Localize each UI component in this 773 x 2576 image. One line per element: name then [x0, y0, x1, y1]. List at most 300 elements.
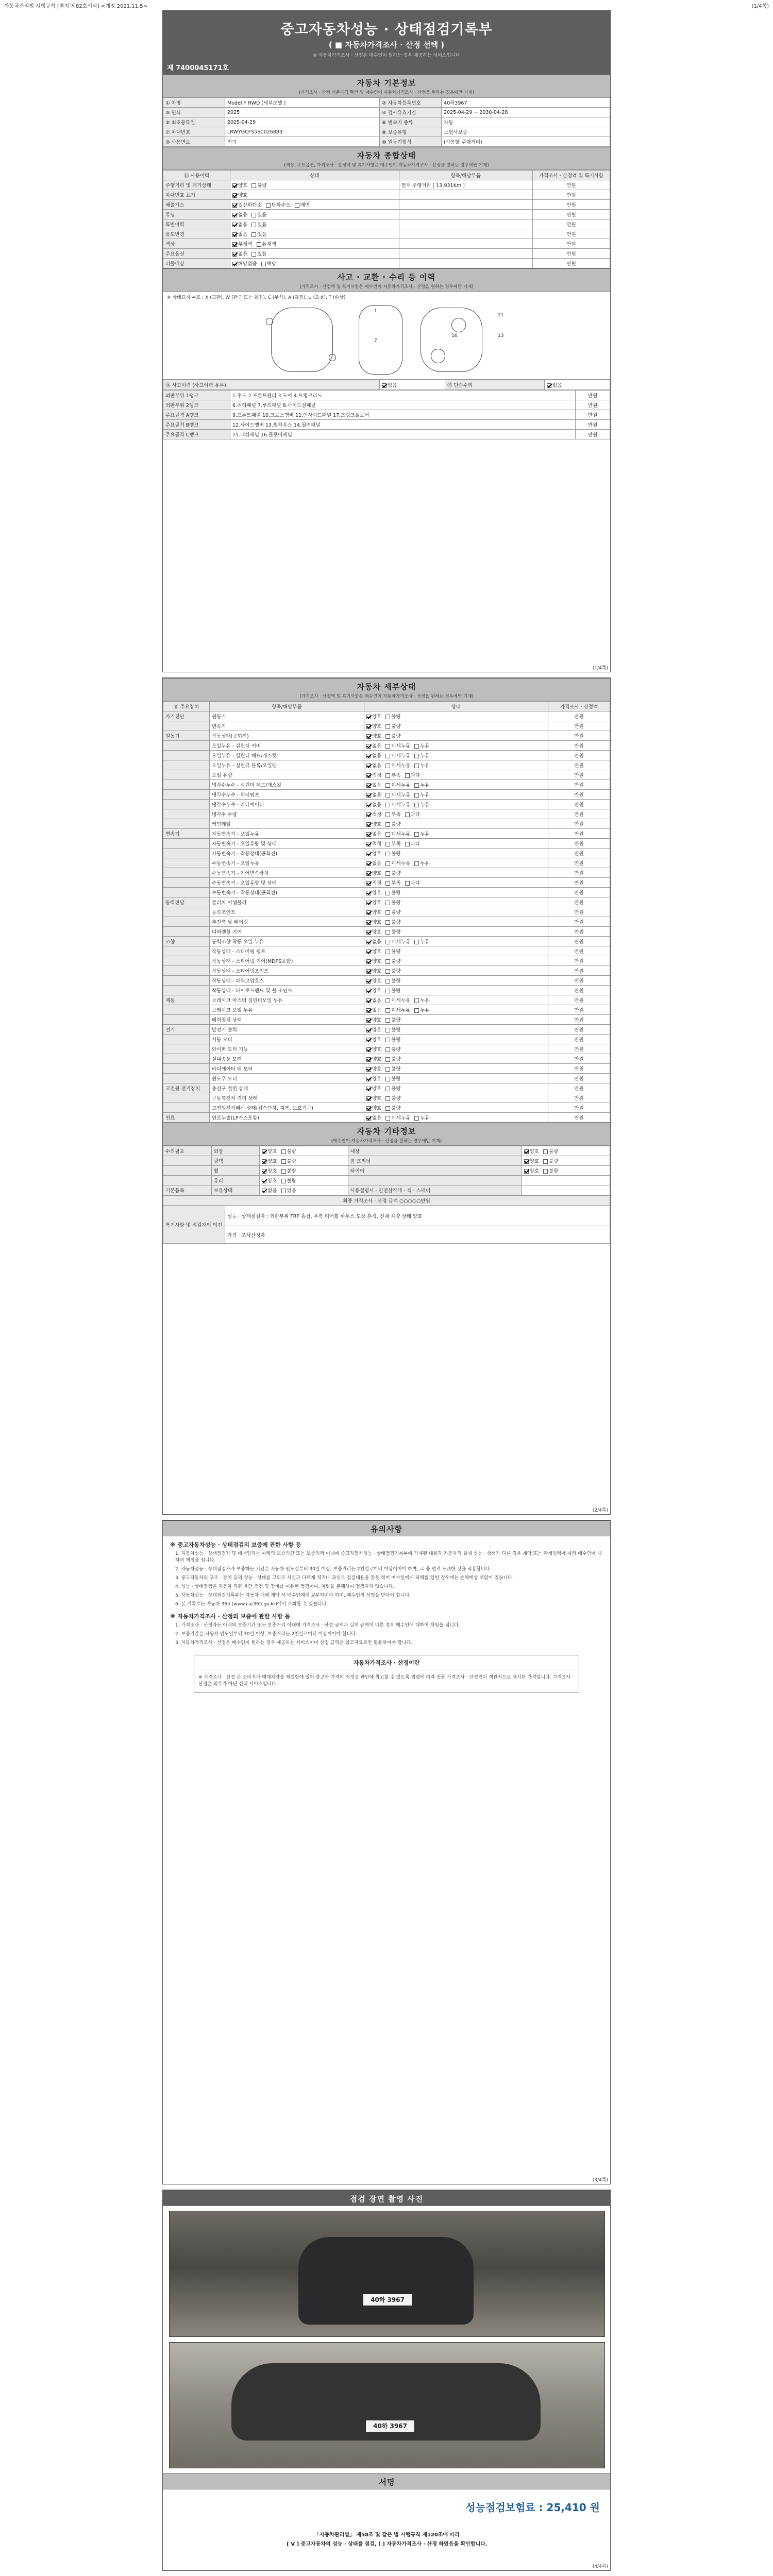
table-row: [163, 1156, 610, 1166]
checkbox[interactable]: [405, 881, 410, 886]
checkbox[interactable]: [385, 764, 390, 768]
checkbox[interactable]: [414, 998, 419, 1003]
checkbox[interactable]: [366, 764, 371, 768]
checkbox[interactable]: [251, 232, 256, 237]
checkbox[interactable]: [543, 1159, 548, 1164]
checkbox[interactable]: [366, 852, 371, 856]
option: 누유: [414, 802, 429, 808]
checkbox[interactable]: [366, 1067, 371, 1072]
page-2: [162, 677, 611, 1515]
checkbox[interactable]: [366, 1038, 371, 1042]
checkbox[interactable]: [414, 1116, 419, 1121]
item-label: 주행거리 및 계기상태: [163, 180, 230, 190]
checkbox[interactable]: [366, 793, 371, 798]
item-detail: [399, 210, 532, 219]
item-label: 클러치 어셈블리: [210, 897, 364, 907]
checkbox[interactable]: [366, 1047, 371, 1052]
checkbox[interactable]: [385, 812, 390, 817]
checkbox[interactable]: [366, 1096, 371, 1101]
checkbox[interactable]: [366, 1087, 371, 1091]
status-options: [364, 751, 548, 760]
item-label: 작동상태 - 파워고압호스: [210, 976, 364, 986]
doc-subtitle: ( ■ 자동차가격조사 · 산정 선택 ): [328, 40, 445, 49]
checkbox[interactable]: [385, 920, 390, 925]
checkbox[interactable]: [232, 213, 237, 217]
checkbox[interactable]: [232, 232, 237, 237]
checkbox[interactable]: [366, 744, 371, 749]
option: 적정: [366, 812, 381, 818]
status-options: [364, 770, 548, 780]
checkbox[interactable]: [251, 223, 256, 227]
table-row: [163, 721, 610, 731]
checkbox[interactable]: [405, 842, 410, 846]
option: 양호: [366, 890, 381, 896]
checkbox[interactable]: [366, 715, 371, 719]
checkbox[interactable]: [385, 754, 390, 758]
checkbox[interactable]: [414, 940, 419, 944]
checkbox[interactable]: [366, 754, 371, 758]
option: 양호: [524, 1159, 539, 1164]
checkbox[interactable]: [385, 803, 390, 807]
checkbox[interactable]: [385, 1038, 390, 1042]
item-label: 자동변속기 - 오일유량 및 상태: [210, 839, 364, 849]
checkbox[interactable]: [366, 1008, 371, 1013]
checkbox[interactable]: [281, 1189, 286, 1193]
checkbox[interactable]: [524, 1149, 529, 1154]
option: 양호: [232, 183, 247, 189]
option: 양호: [232, 193, 247, 198]
checkbox[interactable]: [385, 1067, 390, 1072]
table-row: [163, 711, 610, 721]
table-row: [163, 858, 610, 868]
checkbox[interactable]: [414, 861, 419, 866]
checkbox[interactable]: [281, 1179, 286, 1183]
status-options: [230, 229, 399, 239]
inspection-photo-front: [169, 2342, 605, 2468]
checkbox[interactable]: [366, 783, 371, 788]
item-detail: [399, 200, 532, 210]
table-row: [163, 249, 610, 259]
status-options: [364, 946, 548, 956]
notice-item: 3. 자동차가격조사 · 산정은 매수인이 원하는 경우 제공하는 서비스이며 산정 금액은 참고자료로만 활용하여야 합니다.: [175, 1640, 413, 1646]
rank-parts: 1.후드 2.프론트펜더 3.도어 4.트렁크리드: [230, 391, 576, 400]
option: 양호: [366, 1096, 381, 1101]
detail-table: [163, 701, 610, 1123]
cell: 타이어: [348, 1166, 522, 1176]
option: 과다: [405, 812, 420, 818]
table-row: [163, 180, 610, 190]
checkbox[interactable]: [366, 832, 371, 837]
checkbox[interactable]: [366, 979, 371, 984]
table-row: [163, 400, 610, 410]
status-options: [364, 829, 548, 839]
option: 양호: [262, 1178, 277, 1184]
checkbox[interactable]: [385, 959, 390, 964]
checkbox[interactable]: [366, 1106, 371, 1111]
checkbox[interactable]: [281, 1159, 286, 1164]
checkbox[interactable]: [262, 1149, 266, 1154]
checkbox[interactable]: [366, 803, 371, 807]
section-title: 서명: [379, 2478, 395, 2487]
item-label: 실내송풍 모터: [210, 1054, 364, 1064]
section-sub: (매수인이 자동차가격조사 · 산정을 원하는 경우에만 기재): [331, 1139, 442, 1144]
item-label: 브레이크 마스터 실린더오일 누유: [210, 995, 364, 1005]
checkbox[interactable]: [385, 1057, 390, 1062]
status-options: [364, 760, 548, 770]
checkbox[interactable]: [251, 183, 256, 188]
table-row: [163, 790, 610, 800]
option: 불량: [385, 988, 400, 994]
checkbox[interactable]: [385, 950, 390, 954]
checkbox[interactable]: [385, 979, 390, 984]
checkbox[interactable]: [232, 262, 237, 266]
checkbox[interactable]: [366, 998, 371, 1003]
option: 미세누유: [385, 832, 410, 837]
checkbox[interactable]: [385, 930, 390, 935]
option: 적정: [366, 841, 381, 847]
checkbox[interactable]: [232, 242, 237, 247]
checkbox[interactable]: [385, 715, 390, 719]
device-label: [163, 1035, 210, 1044]
device-label: [163, 1074, 210, 1083]
checkbox[interactable]: [385, 1096, 390, 1101]
option: 양호: [366, 1027, 381, 1033]
price-cell: 만원: [548, 829, 610, 839]
device-label: [163, 849, 210, 858]
checkbox[interactable]: [281, 1149, 286, 1154]
checkbox[interactable]: [257, 242, 261, 247]
price-cell: 만원: [548, 888, 610, 897]
option: 불량: [385, 1057, 400, 1062]
price-cell: 만원: [533, 259, 610, 268]
checkbox[interactable]: [385, 871, 390, 876]
section-sub: (가격조사 · 산정액 및 특기사항은 매수인이 자동차가격조사 · 산정을 원하는 경우에만 기재): [299, 694, 474, 699]
option: 없음: [366, 861, 381, 867]
device-label: 동력전달: [163, 897, 210, 907]
checkbox[interactable]: [385, 881, 390, 886]
rank-label: 주요골격 C랭크: [163, 430, 230, 439]
checkbox[interactable]: [366, 940, 371, 944]
checkbox[interactable]: [366, 842, 371, 846]
price-cell: 만원: [548, 1064, 610, 1074]
checkbox[interactable]: [366, 891, 371, 895]
option: 미세누유: [385, 998, 410, 1004]
status-options: [364, 1044, 548, 1054]
option: 불량: [543, 1149, 558, 1155]
item-label: 작동상태 - 스티어링조인트: [210, 966, 364, 976]
table-row: [163, 888, 610, 897]
checkbox[interactable]: [385, 1106, 390, 1111]
checkbox[interactable]: [366, 901, 371, 905]
device-label: [163, 839, 210, 849]
price-cell: 만원: [548, 1074, 610, 1083]
checkbox[interactable]: [251, 252, 256, 257]
section-sub: (색상, 주요옵션, 가격조사 · 산정액 및 특기사항은 매수인이 자동차가격조사 · 산정을 원하는 경우에만 기재): [284, 163, 489, 168]
checkbox[interactable]: [414, 754, 419, 758]
cell: 기본품목: [163, 1185, 212, 1195]
status-options: [364, 927, 548, 937]
checkbox[interactable]: [366, 871, 371, 876]
device-label: 자기진단: [163, 711, 210, 721]
option: 불량: [385, 1037, 400, 1043]
price-cell: 만원: [548, 907, 610, 917]
wheel: [266, 318, 273, 325]
option: 과다: [405, 880, 420, 886]
checkbox[interactable]: [366, 881, 371, 886]
device-label: [163, 956, 210, 966]
column-header: 가격조사 · 산정액 및 특기사항: [533, 171, 610, 180]
checkbox[interactable]: [524, 1159, 529, 1164]
option: 누유: [414, 753, 429, 759]
item-detail: [399, 219, 532, 229]
option: 불량: [543, 1168, 558, 1174]
checkbox[interactable]: [262, 1189, 266, 1193]
checkbox[interactable]: [262, 1159, 266, 1164]
device-label: [163, 1064, 210, 1074]
item-label: 구동축전지 격리 상태: [210, 1093, 364, 1103]
checkbox[interactable]: [385, 940, 390, 944]
notice-item: 4. 성능 · 상태점검은 자동차 외관 육안 점검 및 장비를 이용한 점검이며, 차량을 분해하여 점검하지 않습니다.: [175, 1584, 395, 1589]
option: 양호: [366, 822, 381, 827]
item-label: 등속조인트: [210, 907, 364, 917]
checkbox[interactable]: [366, 959, 371, 964]
checkbox[interactable]: [385, 842, 390, 846]
table-row: [163, 966, 610, 976]
option: 없음: [366, 1008, 381, 1013]
checkbox[interactable]: [366, 1057, 371, 1062]
option: 미세누유: [385, 1008, 410, 1013]
checkbox[interactable]: [382, 383, 386, 388]
price-cell: 만원: [548, 751, 610, 760]
status-options: [364, 1054, 548, 1064]
checkbox[interactable]: [366, 773, 371, 778]
checkbox[interactable]: [232, 193, 237, 198]
table-row: [163, 1054, 610, 1064]
insurance-fee: 성능점검보험료 : 25,410 원: [465, 2501, 600, 2514]
checkbox[interactable]: [385, 969, 390, 974]
table-row: [163, 1083, 610, 1093]
license-plate: 40하 3967: [365, 2420, 415, 2432]
status-options: [364, 966, 548, 976]
status-options: [364, 868, 548, 878]
checkbox[interactable]: [385, 910, 390, 915]
checkbox[interactable]: [366, 724, 371, 729]
option: 누유: [414, 939, 429, 945]
status-options: [364, 849, 548, 858]
table-row: [163, 200, 610, 210]
option: 부족: [385, 812, 400, 818]
checkbox[interactable]: [366, 969, 371, 974]
checkbox[interactable]: [366, 930, 371, 935]
option: 미세누유: [385, 763, 410, 769]
option: 누유: [414, 861, 429, 867]
checkbox[interactable]: [366, 1028, 371, 1032]
option: 누유: [414, 832, 429, 837]
checkbox[interactable]: [385, 852, 390, 856]
checkbox[interactable]: [385, 744, 390, 749]
device-label: [163, 868, 210, 878]
item-label: 냉각수 수량: [210, 809, 364, 819]
checkbox[interactable]: [385, 891, 390, 895]
option: 없음: [366, 763, 381, 769]
price-cell: 만원: [548, 1083, 610, 1093]
rank-parts: 6.쿼터패널 7.루프패널 8.사이드실패널: [230, 400, 576, 410]
checkbox[interactable]: [385, 724, 390, 729]
price-cell: 만원: [548, 1035, 610, 1044]
item-label: 자동변속기 - 오일누유: [210, 829, 364, 839]
price-cell: 만원: [548, 711, 610, 721]
checkbox[interactable]: [385, 1008, 390, 1013]
checkbox[interactable]: [366, 861, 371, 866]
checkbox[interactable]: [366, 910, 371, 915]
checkbox[interactable]: [266, 203, 271, 208]
notice-list-1: [163, 1551, 610, 1608]
checkbox[interactable]: [232, 252, 237, 257]
table-row: [163, 229, 610, 239]
status-options: [230, 180, 399, 190]
option: 누유: [414, 1008, 429, 1013]
price-cell: 만원: [548, 1113, 610, 1123]
cell: 유리: [211, 1176, 260, 1185]
section-sub: (가격조사 · 산정액 및 특기사항은 매수인이 자동차가격조사 · 산정을 원하는 경우에만 기재): [299, 284, 474, 290]
doc-note: ※ 자동차가격조사 · 산정은 매수인이 원하는 경우 제공하는 서비스입니다: [313, 53, 460, 58]
part-number: 16: [451, 333, 458, 338]
checkbox[interactable]: [366, 734, 371, 739]
checkbox[interactable]: [366, 1018, 371, 1023]
checkbox[interactable]: [385, 783, 390, 788]
checkbox[interactable]: [385, 822, 390, 827]
checkbox[interactable]: [281, 1169, 286, 1174]
option: 양호: [366, 871, 381, 876]
option: 미세누유: [385, 939, 410, 945]
status-options: [364, 1035, 548, 1044]
cell: 외장: [211, 1146, 260, 1156]
checkbox[interactable]: [414, 793, 419, 798]
checkbox[interactable]: [385, 773, 390, 778]
rank-label: 주요골격 B랭크: [163, 420, 230, 430]
checkbox[interactable]: [366, 950, 371, 954]
checkbox[interactable]: [262, 1179, 266, 1183]
item-label: 오일누유 - 실린더 블록/오일팬: [210, 760, 364, 770]
checkbox[interactable]: [385, 734, 390, 739]
checkbox[interactable]: [232, 183, 237, 188]
item-label: 오일누유 - 실린더 헤드/개스킷: [210, 751, 364, 760]
table-row: [163, 770, 610, 780]
rank-parts: 12.사이드멤버 13.휠하우스 14.필러패널: [230, 420, 576, 430]
checkbox[interactable]: [524, 1169, 529, 1174]
option: 부족: [385, 880, 400, 886]
option: 없음: [366, 753, 381, 759]
table-row: [163, 410, 610, 420]
option: 불량: [385, 851, 400, 857]
checkbox[interactable]: [385, 1047, 390, 1052]
checkbox[interactable]: [543, 1169, 548, 1174]
checkbox[interactable]: [414, 832, 419, 837]
option: 과다: [405, 841, 420, 847]
checkbox[interactable]: [366, 920, 371, 925]
checkbox[interactable]: [232, 223, 237, 227]
checkbox[interactable]: [385, 901, 390, 905]
device-label: [163, 917, 210, 927]
checkbox[interactable]: [251, 213, 256, 217]
checkbox[interactable]: [405, 812, 410, 817]
notice-item: 5. 자동차성능 · 상태점검기록부는 자동차 매매 계약 시 매수인에게 교부하여야 하며, 매수인의 서명을 받아야 합니다.: [175, 1593, 411, 1598]
checkbox[interactable]: [414, 764, 419, 768]
option: 양호: [524, 1168, 539, 1174]
price-cell: 만원: [548, 897, 610, 907]
checkbox[interactable]: [385, 1077, 390, 1081]
section-status: [163, 147, 610, 170]
device-label: [163, 878, 210, 888]
checkbox[interactable]: [385, 1018, 390, 1023]
option: 불량: [385, 949, 400, 955]
checkbox[interactable]: [366, 989, 371, 993]
status-options: [364, 1083, 548, 1093]
option: 불량: [385, 1086, 400, 1092]
checkbox[interactable]: [295, 203, 299, 208]
checkbox[interactable]: [261, 262, 266, 266]
checkbox[interactable]: [385, 1028, 390, 1032]
device-label: 고전원 전기장치: [163, 1083, 210, 1093]
page-1: [162, 10, 611, 672]
checkbox[interactable]: [385, 793, 390, 798]
option: 양호: [366, 969, 381, 974]
checkbox[interactable]: [414, 1008, 419, 1013]
field-label: ③ 연식: [163, 108, 225, 117]
checkbox[interactable]: [385, 989, 390, 993]
price-cell: 만원: [548, 849, 610, 858]
checkbox[interactable]: [366, 1077, 371, 1081]
table-row: [163, 829, 610, 839]
price-cell: 만원: [548, 858, 610, 868]
checkbox[interactable]: [366, 812, 371, 817]
status-options: [364, 731, 548, 741]
option: 누유: [414, 783, 429, 788]
checkbox[interactable]: [543, 1149, 548, 1154]
device-label: [163, 790, 210, 800]
item-label: 자동변속기 - 작동상태(공회전): [210, 849, 364, 858]
option: 불량: [385, 1066, 400, 1072]
checkbox[interactable]: [385, 998, 390, 1003]
item-label: 디퍼렌셜 기어: [210, 927, 364, 937]
checkbox[interactable]: [366, 822, 371, 827]
table-row: [163, 219, 610, 229]
checkbox[interactable]: [414, 783, 419, 788]
final-value: ○○○○○만원: [399, 1198, 430, 1204]
checkbox[interactable]: [385, 832, 390, 837]
page-3: [162, 1520, 611, 2184]
price-cell: 만원: [548, 1044, 610, 1054]
column-header: 상태: [230, 171, 399, 180]
checkbox[interactable]: [414, 803, 419, 807]
price-cell: 만원: [576, 400, 610, 410]
option: 있음: [251, 232, 266, 238]
option: 적정: [366, 773, 381, 778]
section-basic: [163, 74, 610, 97]
checkbox[interactable]: [414, 744, 419, 749]
checkbox[interactable]: [405, 773, 410, 778]
section-photos: [163, 2190, 610, 2206]
option: 불량: [251, 183, 266, 189]
checkbox[interactable]: [385, 1087, 390, 1091]
checkbox[interactable]: [547, 383, 551, 388]
checkbox[interactable]: [262, 1169, 266, 1174]
checkbox[interactable]: [385, 861, 390, 866]
checkbox[interactable]: [385, 1116, 390, 1121]
checkbox[interactable]: [366, 1116, 371, 1121]
checkbox[interactable]: [232, 203, 237, 208]
pricer-label: 가격 · 조사산정자: [225, 1226, 610, 1244]
